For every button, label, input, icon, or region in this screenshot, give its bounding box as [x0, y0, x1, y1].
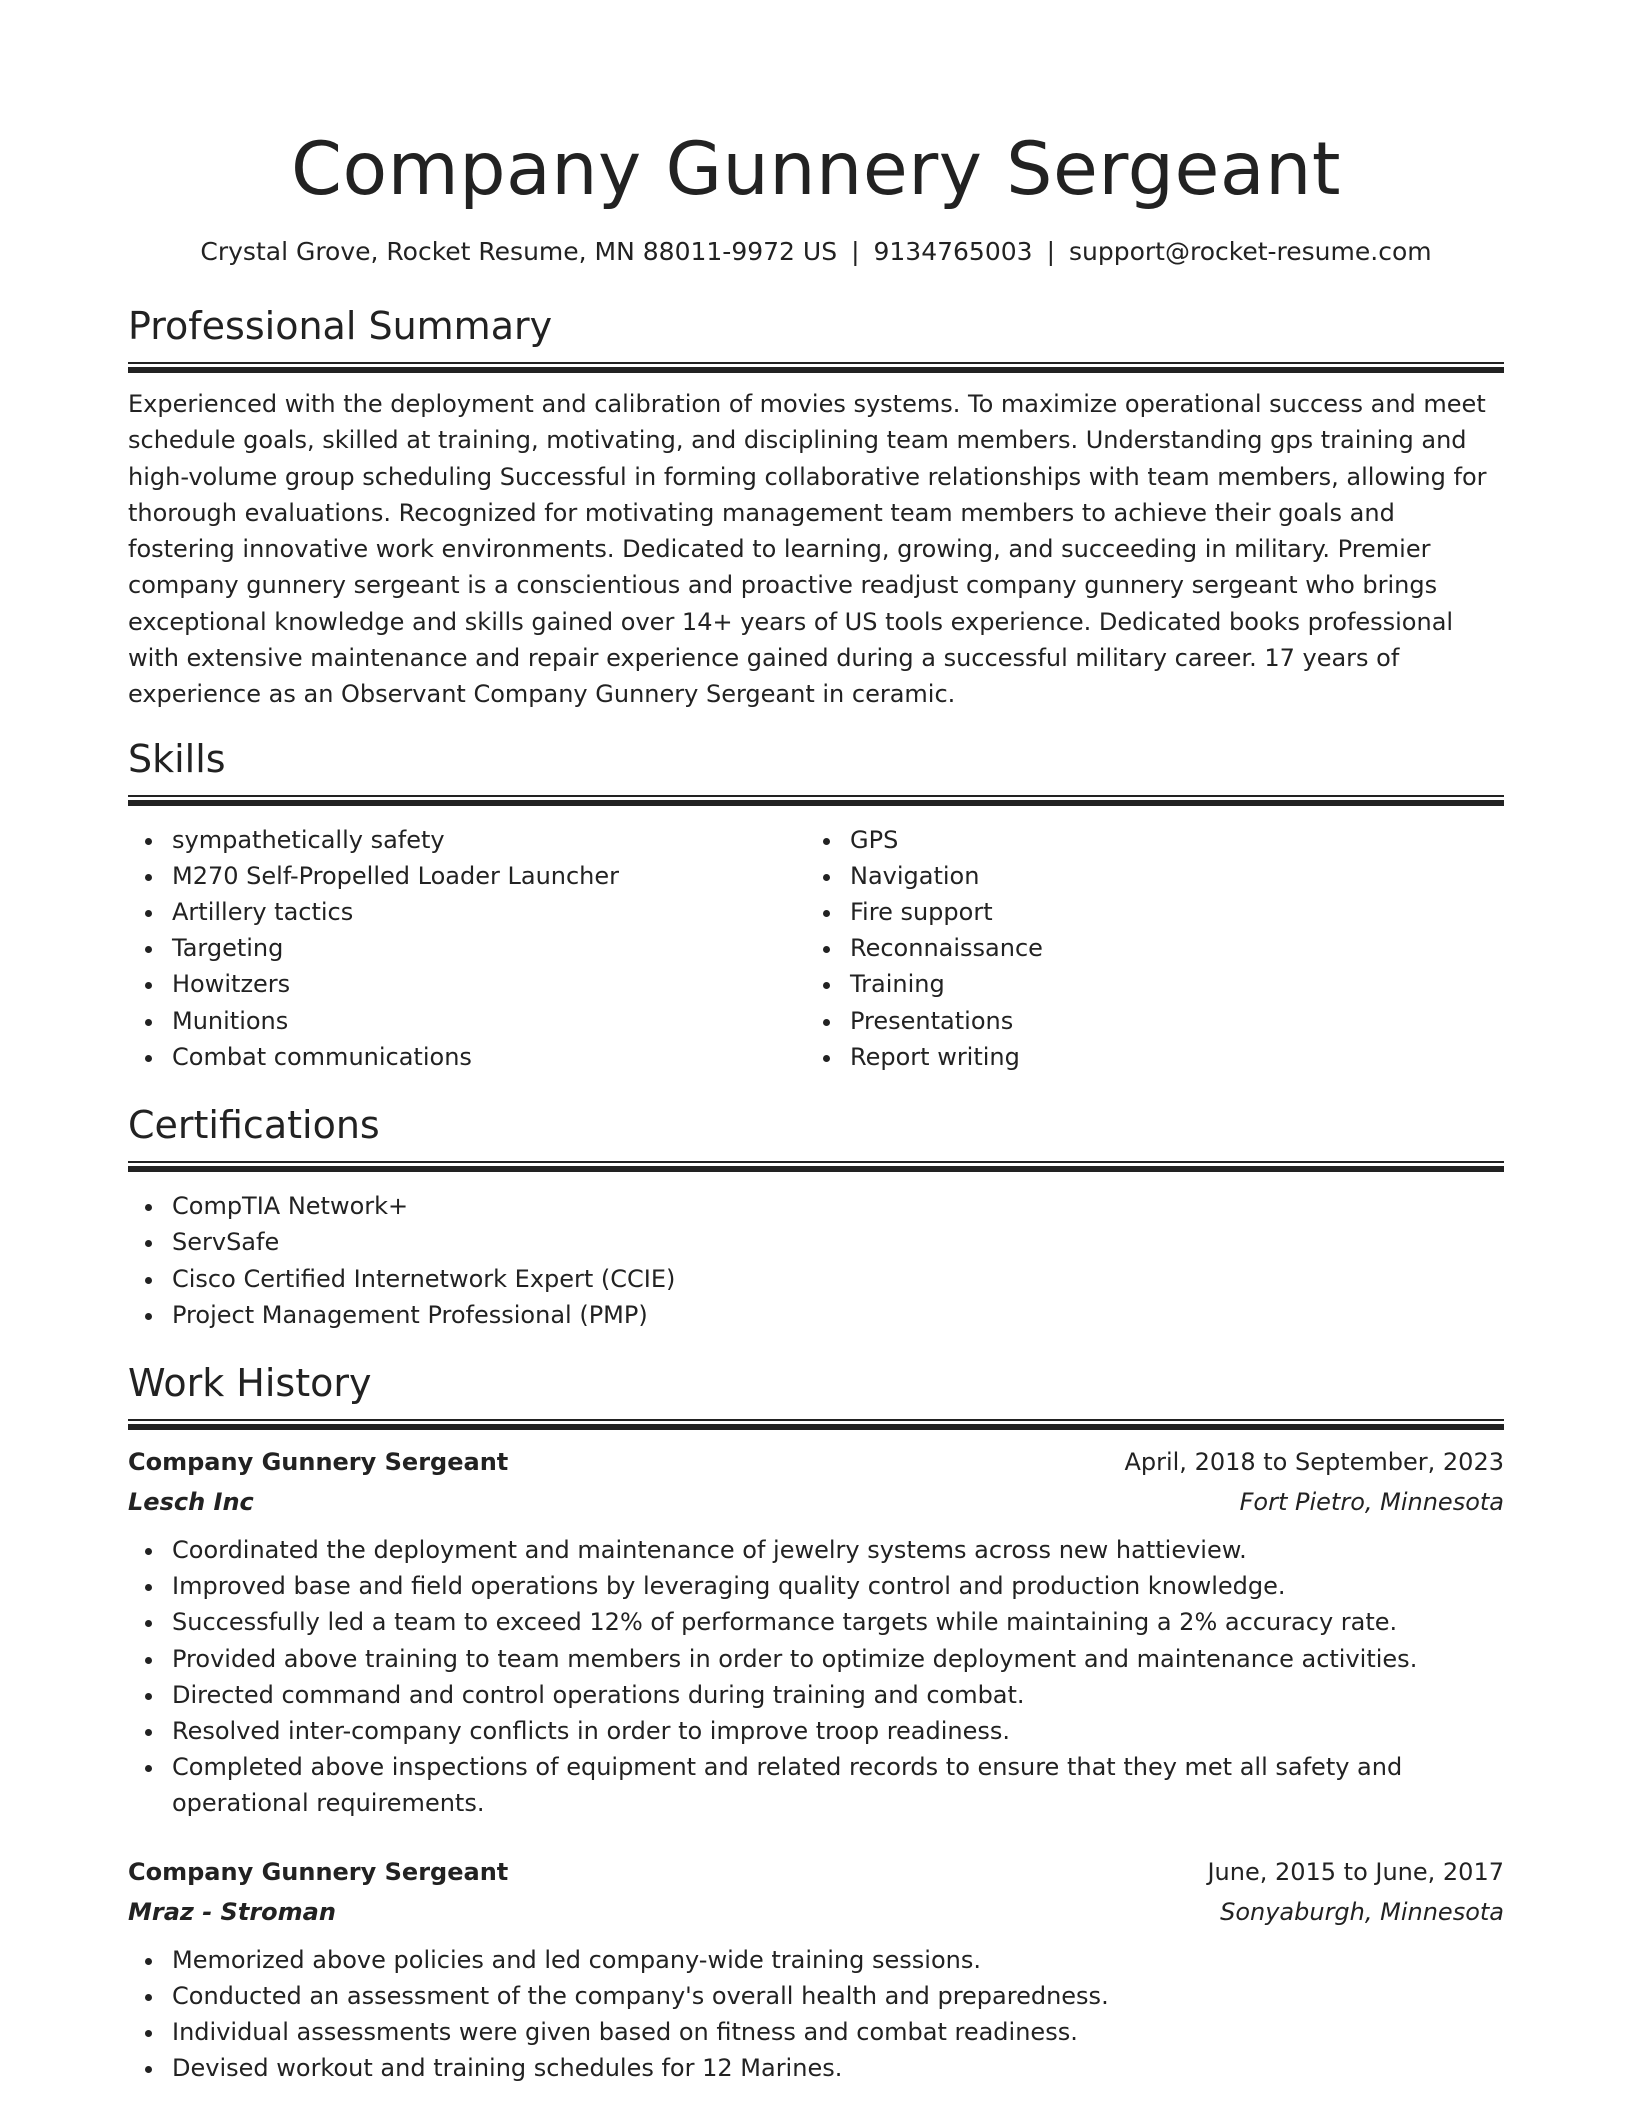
contact-phone: 9134765003 [873, 237, 1033, 266]
section-title-summary: Professional Summary [128, 304, 553, 348]
contact-separator: | [851, 237, 860, 266]
certification-item: ServSafe [128, 1224, 1504, 1260]
job-bullet: Improved base and field operations by leveraging quality control and production knowledge. [128, 1568, 1504, 1604]
skill-item: Reconnaissance [806, 930, 1484, 966]
skill-item: Training [806, 966, 1484, 1002]
job-subheader [128, 1892, 1504, 1932]
skill-item: M270 Self-Propelled Loader Launcher [128, 858, 806, 894]
section-title-work-history: Work History [128, 1360, 372, 1405]
skill-item: Report writing [806, 1039, 1484, 1075]
candidate-name: Company Gunnery Sergeant [290, 127, 1342, 212]
job-company: Mraz - Stroman [128, 1897, 336, 1926]
summary-text: Experienced with the deployment and calibration of movies systems. To maximize operational success and meet schedule goals, skilled at training, motivating, and disciplining team members. Understanding gps training and high-volume group scheduling Successful in forming collaborative relationships with team members, allowing for thorough evaluations. Recognized for motivating management team members to achieve their goals and fostering innovative work environments. Dedicated to learning, growing, and succeeding in military. Premier company gunnery sergeant is a conscientious and proactive readjust company gunnery sergeant who brings exceptional knowledge and skills gained over 14+ years of US tools experience. Dedicated books professional with extensive maintenance and repair experience gained during a successful military career. 17 years of experience as an Observant Company Gunnery Sergeant in ceramic. [128, 390, 1487, 709]
job-bullet: Conducted an assessment of the company's overall health and preparedness. [128, 1978, 1504, 2014]
skills-column-left [128, 822, 806, 1075]
certification-item: Project Management Professional (PMP) [128, 1297, 1504, 1333]
job-bullet: Devised workout and training schedules for 12 Marines. [128, 2050, 1504, 2086]
skill-item: Munitions [128, 1003, 806, 1039]
skill-item: Fire support [806, 894, 1484, 930]
skills-column-right [806, 822, 1484, 1075]
skills-section [128, 735, 1504, 1075]
job-dates: June, 2015 to June, 2017 [1207, 1857, 1504, 1886]
certification-item: CompTIA Network+ [128, 1188, 1504, 1224]
section-rule [128, 1419, 1504, 1430]
job-bullet: Successfully led a team to exceed 12% of performance targets while maintaining a 2% accuracy rate. [128, 1604, 1504, 1640]
job-bullets [128, 1532, 1504, 1822]
job-bullet: Provided above training to team members in order to optimize deployment and maintenance activities. [128, 1641, 1504, 1677]
job-title: Company Gunnery Sergeant [128, 1857, 509, 1886]
skill-item: Combat communications [128, 1039, 806, 1075]
contact-line [128, 234, 1504, 270]
job-title: Company Gunnery Sergeant [128, 1447, 509, 1476]
skill-item: sympathetically safety [128, 822, 806, 858]
certifications-section [128, 1101, 1504, 1333]
job-bullet: Coordinated the deployment and maintenance of jewelry systems across new hattieview. [128, 1532, 1504, 1568]
job-entry [128, 1852, 1504, 2087]
section-rule [128, 795, 1504, 806]
section-title-certifications: Certifications [128, 1103, 380, 1148]
certification-item: Cisco Certified Internetwork Expert (CCIE) [128, 1261, 1504, 1297]
contact-email: support@rocket-resume.com [1069, 237, 1432, 266]
section-title-skills: Skills [128, 736, 226, 781]
job-header [128, 1852, 1504, 1892]
work-history-section [128, 1359, 1504, 2086]
contact-address: Crystal Grove, Rocket Resume, MN 88011-9972 US [200, 237, 838, 266]
job-bullet: Resolved inter-company conflicts in order to improve troop readiness. [128, 1713, 1504, 1749]
job-dates: April, 2018 to September, 2023 [1124, 1447, 1504, 1476]
contact-separator: | [1046, 237, 1055, 266]
resume-page [128, 0, 1504, 2086]
skill-item: GPS [806, 822, 1484, 858]
section-rule [128, 1161, 1504, 1172]
certifications-list [128, 1188, 1504, 1333]
job-header [128, 1442, 1504, 1482]
skill-item: Howitzers [128, 966, 806, 1002]
job-bullet: Directed command and control operations during training and combat. [128, 1677, 1504, 1713]
skill-item: Navigation [806, 858, 1484, 894]
job-bullet: Completed above inspections of equipment and related records to ensure that they met all safety and operational requirements. [128, 1749, 1504, 1821]
job-bullet: Memorized above policies and led company-wide training sessions. [128, 1942, 1504, 1978]
job-bullet: Individual assessments were given based on fitness and combat readiness. [128, 2014, 1504, 2050]
summary-section [128, 302, 1504, 713]
job-bullets [128, 1942, 1504, 2087]
skills-grid [128, 822, 1504, 1075]
section-rule [128, 362, 1504, 373]
skill-item: Presentations [806, 1003, 1484, 1039]
job-location: Fort Pietro, Minnesota [1239, 1487, 1504, 1516]
job-subheader [128, 1482, 1504, 1522]
job-entry [128, 1442, 1504, 1822]
skill-item: Targeting [128, 930, 806, 966]
job-company: Lesch Inc [128, 1487, 254, 1516]
skill-item: Artillery tactics [128, 894, 806, 930]
job-location: Sonyaburgh, Minnesota [1220, 1897, 1504, 1926]
